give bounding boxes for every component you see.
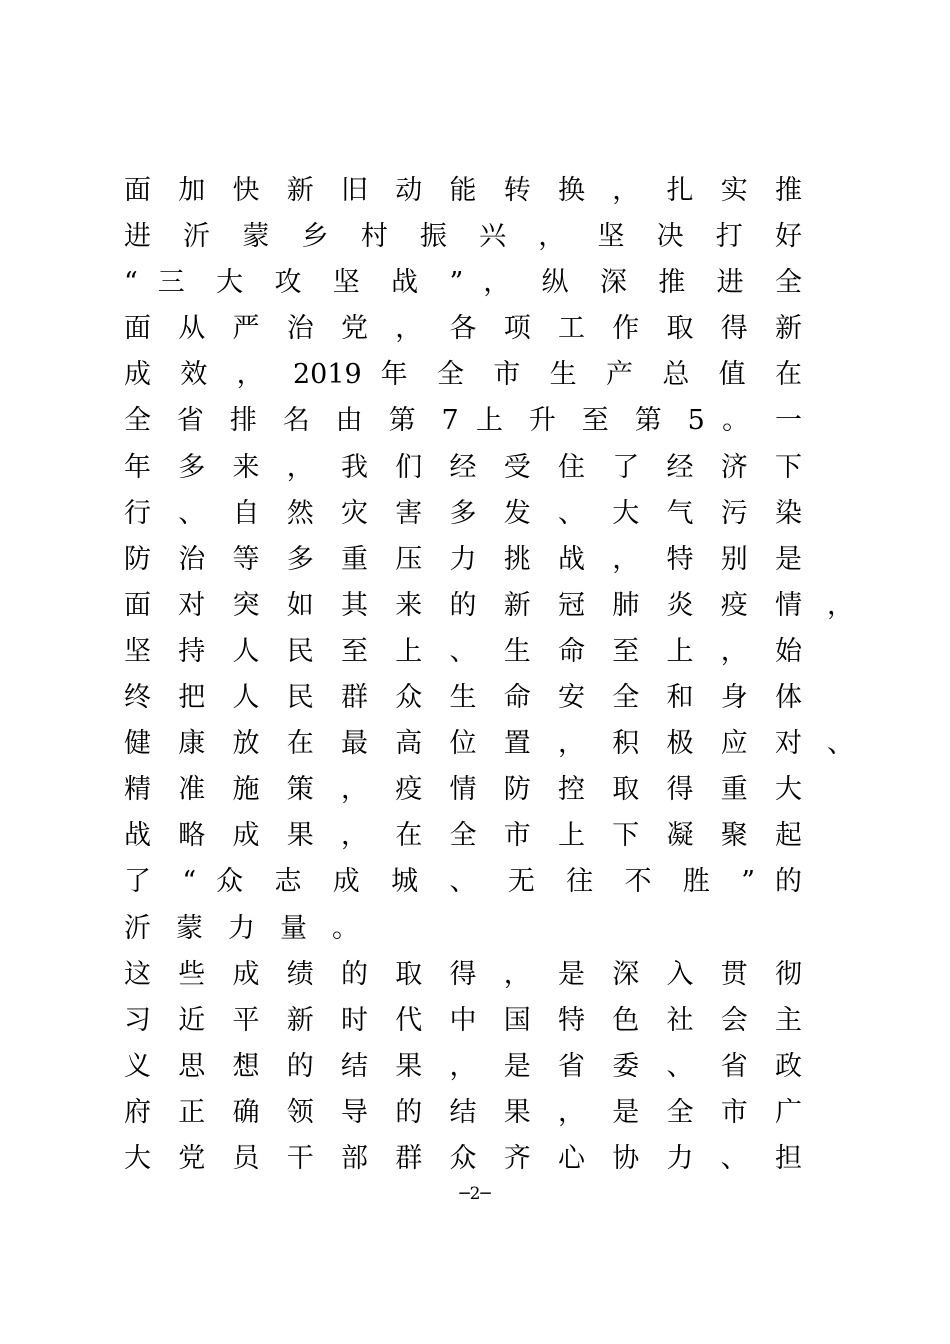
line-text: 健 康 放 在 最 高 位 置 ， 积 极 应 对 [124, 728, 802, 760]
text-line [124, 998, 864, 1044]
line-text: 成 效 ， 2019 年 全 市 生 产 总 值 在 [124, 359, 802, 391]
text-line [124, 767, 864, 813]
line-text: 终 把 人 民 群 众 生 命 安 全 和 身 体 [124, 682, 802, 714]
text-line [124, 1044, 864, 1090]
line-text: “ 三 大 攻 坚 战 ” ， 纵 深 推 进 全 [124, 267, 802, 299]
text-line [124, 260, 864, 306]
page-number: ─2─ [459, 1184, 491, 1204]
line-text: 精 准 施 策 ， 疫 情 防 控 取 得 重 大 [124, 774, 802, 806]
line-text: 面 从 严 治 党 ， 各 项 工 作 取 得 新 [124, 313, 802, 345]
text-line [124, 214, 864, 260]
line-text: 战 略 成 果 ， 在 全 市 上 下 凝 聚 起 [124, 820, 802, 852]
text-line [124, 583, 864, 629]
line-text: 府 正 确 领 导 的 结 果 ， 是 全 市 广 [124, 1096, 802, 1128]
line-text: 年 多 来 ， 我 们 经 受 住 了 经 济 下 [124, 451, 802, 483]
text-line [124, 1090, 864, 1136]
line-text: 防 治 等 多 重 压 力 挑 战 ， 特 别 是 [124, 543, 802, 575]
body-text [124, 168, 864, 1182]
line-overhang-punctuation: ， [827, 589, 854, 621]
text-line [124, 352, 864, 398]
text-line [124, 168, 864, 214]
line-text: 面 对 突 如 其 来 的 新 冠 肺 炎 疫 情 [124, 589, 802, 621]
text-line [124, 491, 864, 537]
line-text: 了 “ 众 志 成 城 、 无 往 不 胜 ” 的 [124, 866, 802, 898]
text-line [124, 1136, 864, 1182]
text-line [124, 952, 864, 998]
text-line [124, 859, 864, 905]
line-text: 这 些 成 绩 的 取 得 ， 是 深 入 贯 彻 [124, 958, 802, 990]
line-text: 行 、 自 然 灾 害 多 发 、 大 气 污 染 [124, 497, 802, 529]
text-line [124, 445, 864, 491]
text-line [124, 398, 864, 444]
text-line [124, 629, 864, 675]
line-text: 进 沂 蒙 乡 村 振 兴 ， 坚 决 打 好 [124, 221, 802, 253]
line-text: 义 思 想 的 结 果 ， 是 省 委 、 省 政 [124, 1050, 802, 1082]
text-line [124, 675, 864, 721]
line-overhang-punctuation: 、 [827, 728, 854, 760]
text-line [124, 906, 864, 952]
text-line [124, 306, 864, 352]
text-line [124, 537, 864, 583]
line-text: 大 党 员 干 部 群 众 齐 心 协 力 、 担 [124, 1142, 802, 1174]
line-text: 坚 持 人 民 至 上 、 生 命 至 上 ， 始 [124, 635, 802, 667]
text-line [124, 721, 864, 767]
line-text: 沂蒙力量。 [124, 912, 384, 944]
line-text: 习 近 平 新 时 代 中 国 特 色 社 会 主 [124, 1004, 802, 1036]
text-line [124, 813, 864, 859]
line-text: 全 省 排 名 由 第 7 上 升 至 第 5 。 一 [124, 405, 802, 437]
line-text: 面 加 快 新 旧 动 能 转 换 ， 扎 实 推 [124, 175, 802, 206]
